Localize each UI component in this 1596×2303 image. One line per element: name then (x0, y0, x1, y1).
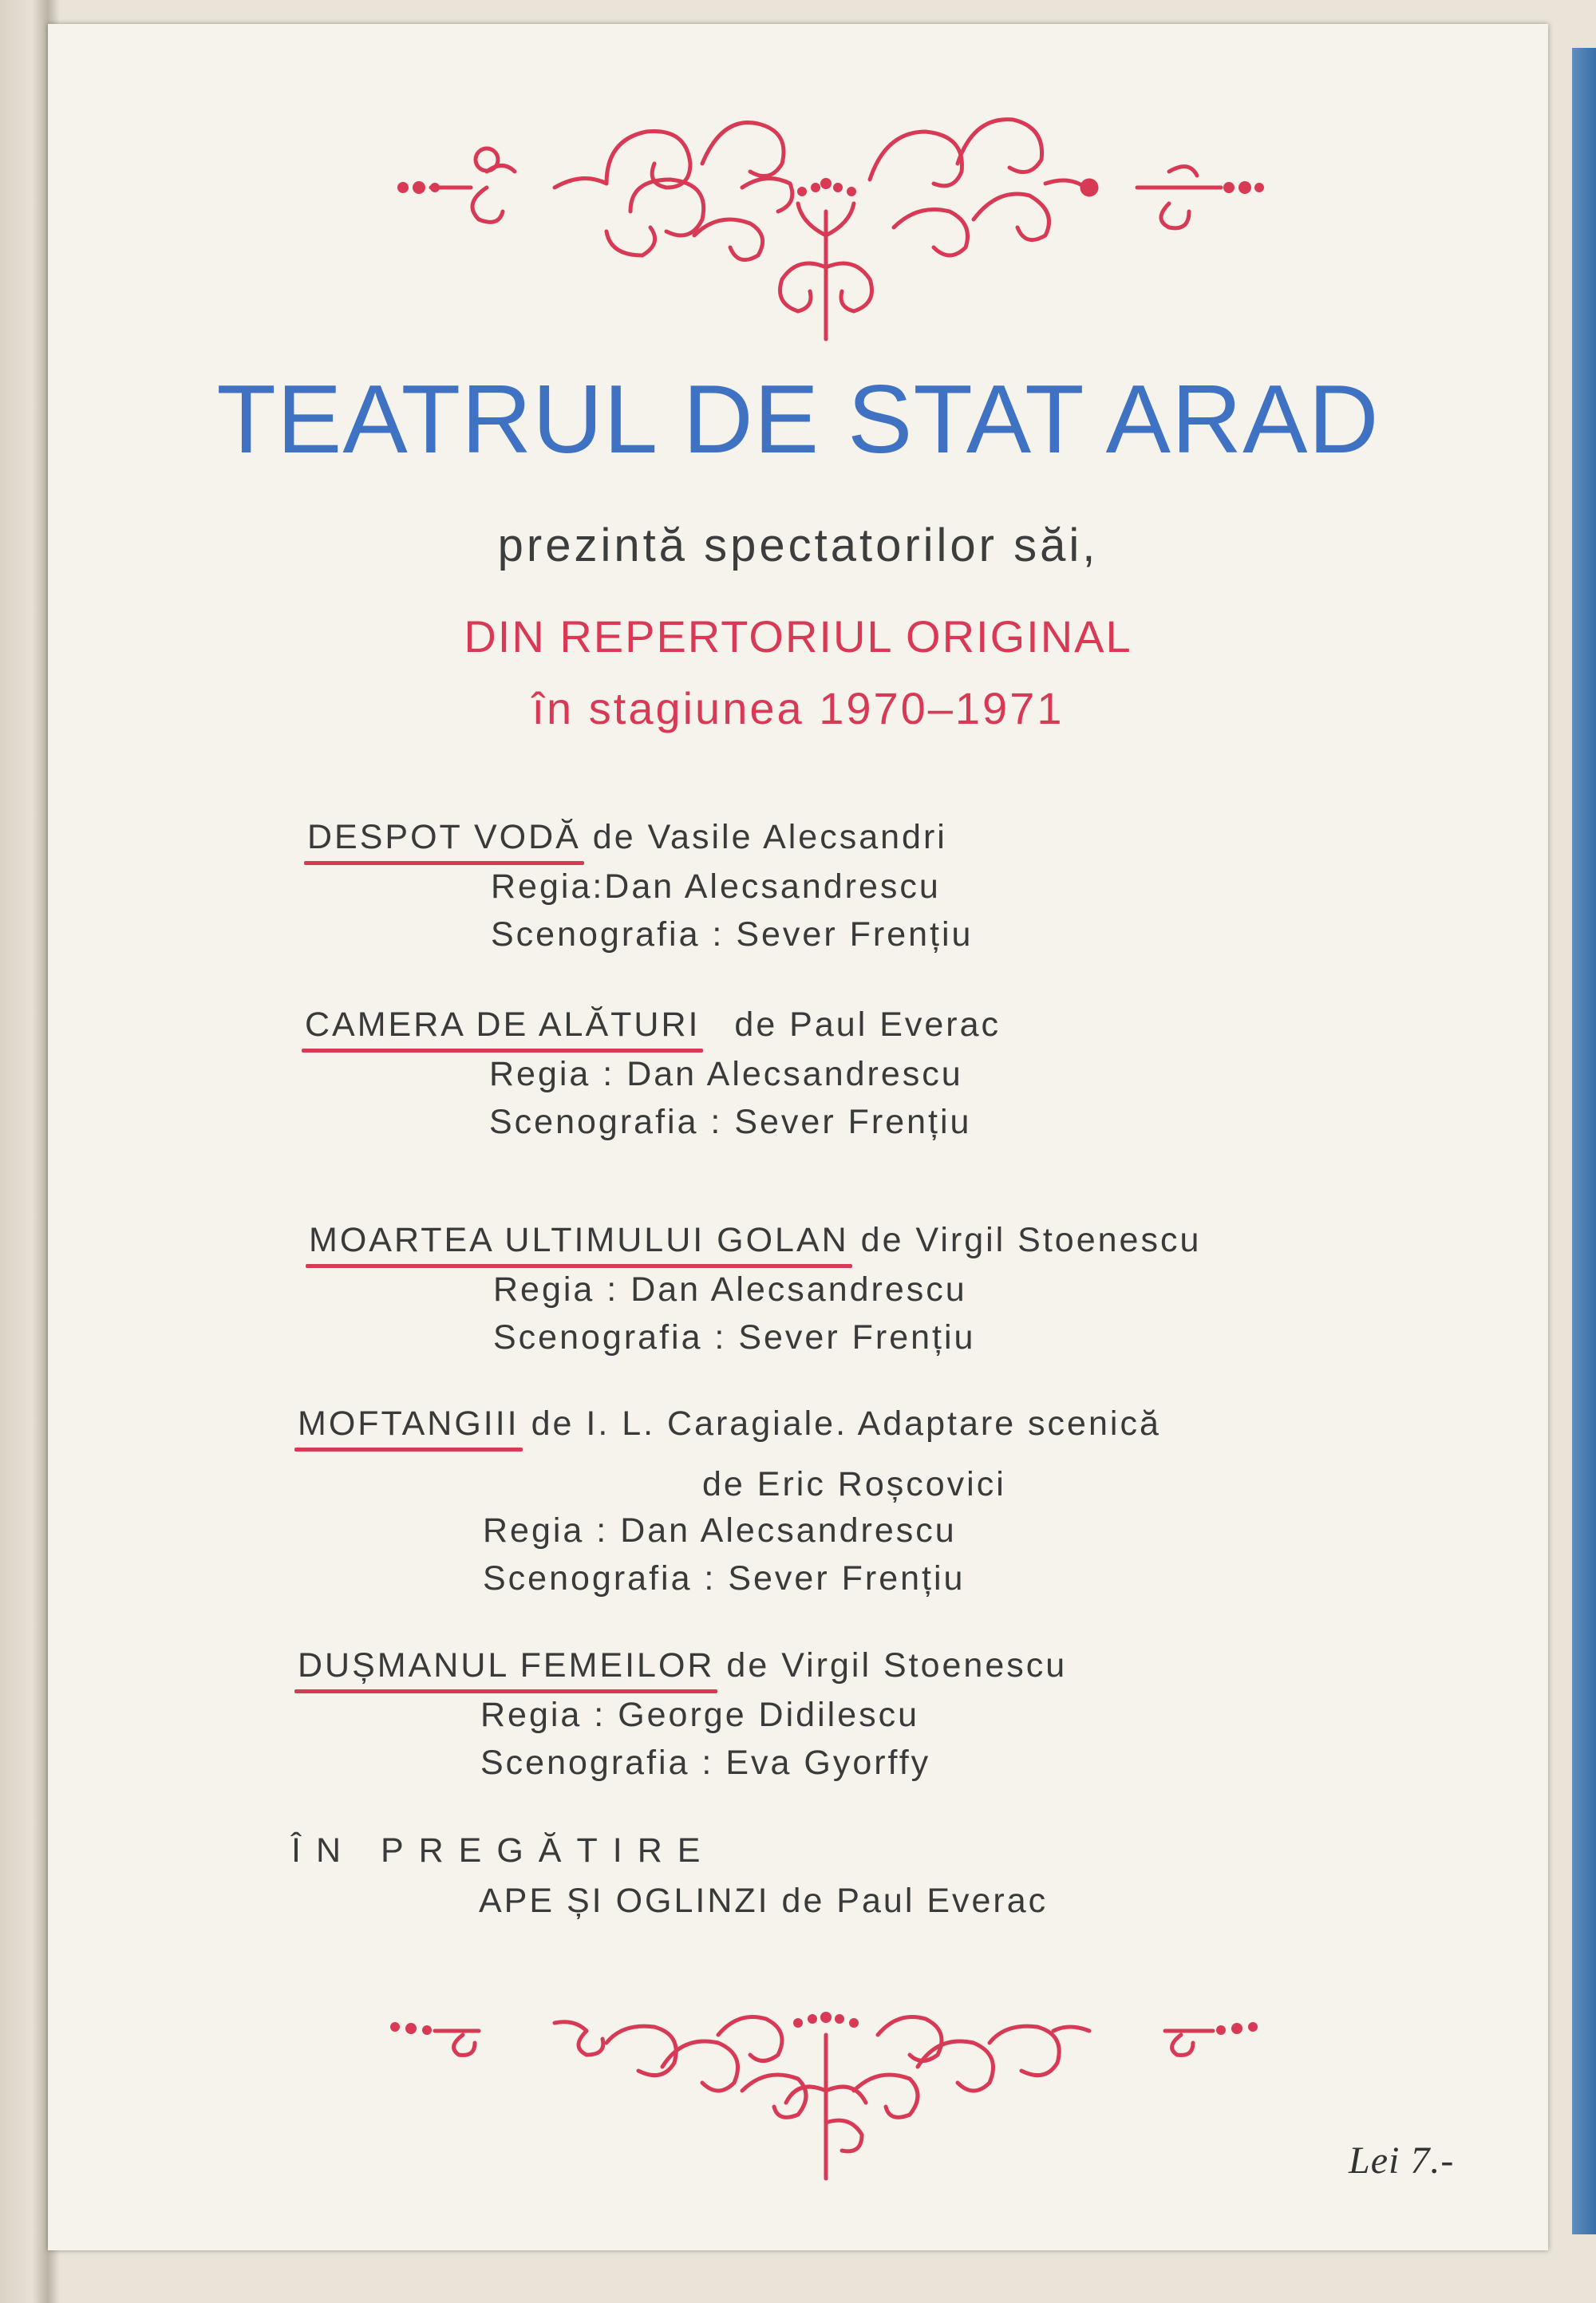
play-director: Regia : Dan Alecsandrescu (483, 1511, 957, 1550)
play-author: de Vasile Alecsandri (592, 818, 947, 856)
play-title: CAMERA DE ALĂTURI (305, 1005, 701, 1044)
in-preparation-play: APE ȘI OGLINZI de Paul Everac (479, 1882, 1049, 1920)
in-preparation-label: ÎN PREGĂTIRE (291, 1831, 716, 1870)
repertoire-heading: DIN REPERTORIUL ORIGINAL (464, 611, 1132, 662)
play-director: Regia:Dan Alecsandrescu (491, 867, 941, 906)
play-director: Regia : Dan Alecsandrescu (489, 1055, 963, 1093)
play-author: de Virgil Stoenescu (860, 1221, 1202, 1259)
season-line: în stagiunea 1970–1971 (531, 683, 1065, 733)
play-author: de Paul Everac (734, 1005, 1001, 1044)
price-label: Lei 7.- (1349, 2139, 1455, 2182)
play-director: Regia : George Didilescu (480, 1696, 920, 1734)
theatre-title: TEATRUL DE STAT ARAD (216, 365, 1380, 473)
play-adaptation: de Eric Roșcovici (702, 1465, 1006, 1503)
cover-edge (1572, 48, 1596, 2234)
play-title: MOARTEA ULTIMULUI GOLAN (309, 1221, 849, 1259)
play-author: de Virgil Stoenescu (726, 1646, 1068, 1685)
play-director: Regia : Dan Alecsandrescu (493, 1270, 967, 1309)
bottom-ornament (367, 1987, 1285, 2194)
top-ornament (367, 84, 1285, 355)
program-page (48, 24, 1548, 2250)
play-scenography: Scenografia : Sever Frențiu (491, 915, 974, 954)
play-title: MOFTANGIII (298, 1404, 519, 1443)
play-author: de I. L. Caragiale. Adaptare scenică (531, 1404, 1161, 1443)
play-scenography: Scenografia : Eva Gyorffy (480, 1744, 931, 1782)
play-scenography: Scenografia : Sever Frențiu (489, 1103, 972, 1141)
play-title: DESPOT VODĂ (307, 818, 581, 856)
presents-line: prezintă spectatorilor săi, (497, 519, 1099, 571)
play-title: DUȘMANUL FEMEILOR (298, 1646, 715, 1685)
play-scenography: Scenografia : Sever Frențiu (493, 1318, 976, 1357)
play-scenography: Scenografia : Sever Frențiu (483, 1559, 966, 1598)
